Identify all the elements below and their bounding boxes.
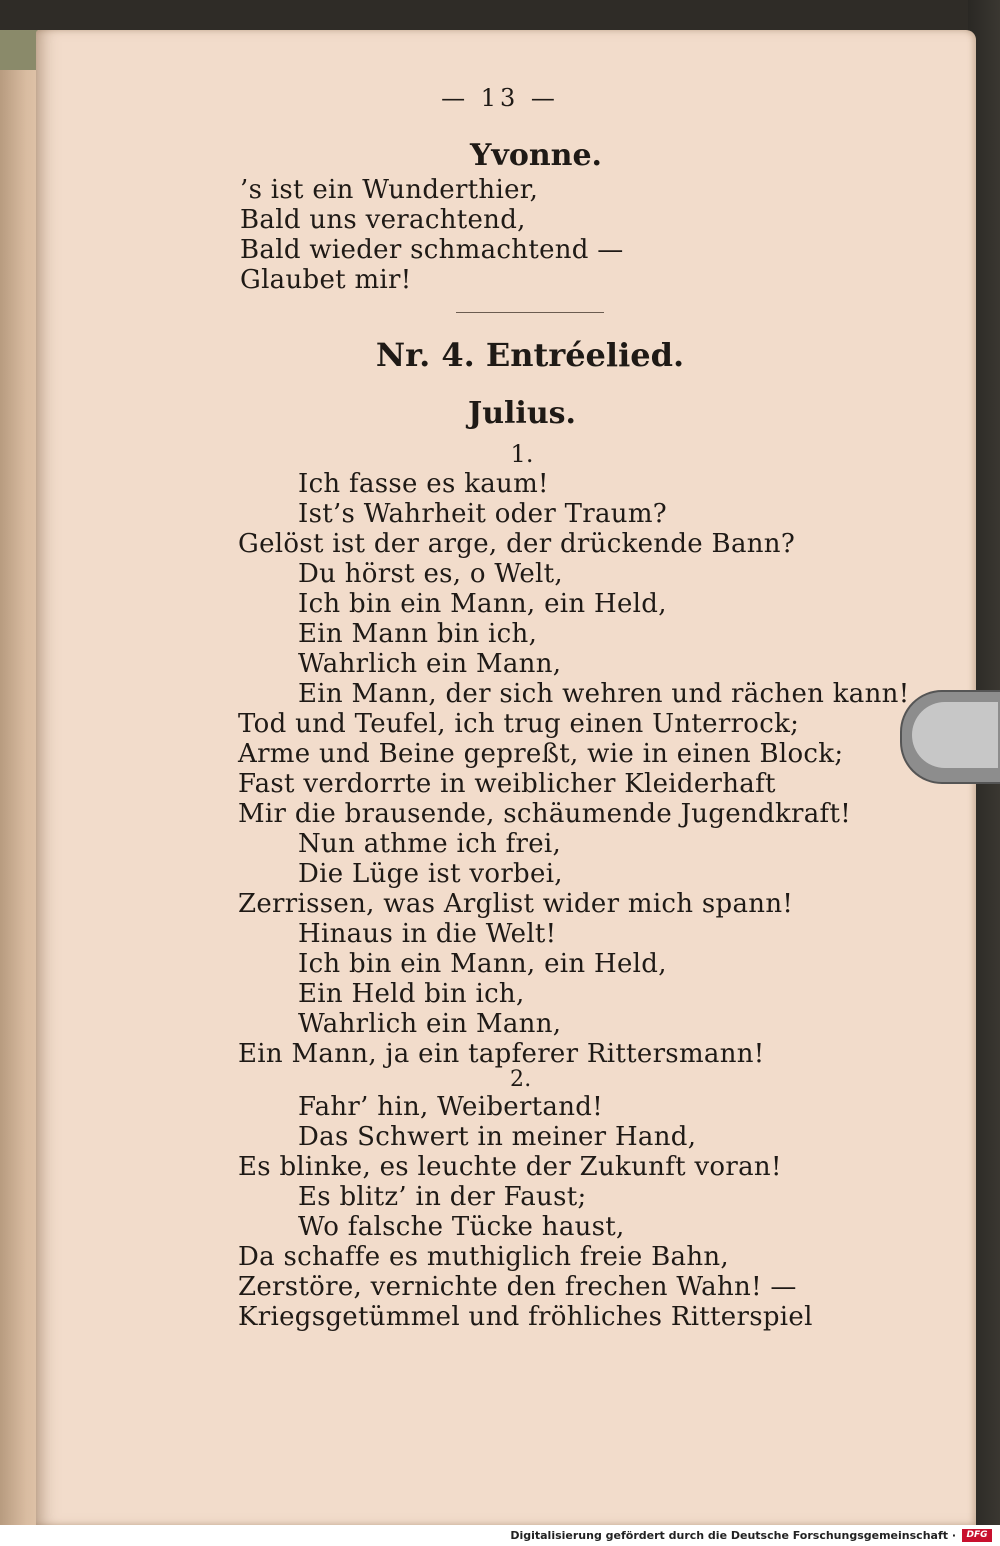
text-line: Ich fasse es kaum! (298, 469, 549, 499)
text-line: Fahr’ hin, Weibertand! (298, 1092, 603, 1122)
text-line: Zerstöre, vernichte den frechen Wahn! — (238, 1272, 797, 1302)
text-line: Das Schwert in meiner Hand, (298, 1122, 697, 1152)
section-divider (456, 312, 604, 313)
text-line: Ein Mann, der sich wehren und rächen kann! (298, 679, 910, 709)
text-line: Arme und Beine gepreßt, wie in einen Block; (238, 739, 844, 769)
text-line: Die Lüge ist vorbei, (298, 859, 563, 889)
text-line: Mir die brausende, schäumende Jugendkraft! (238, 799, 851, 829)
text-line: Fast verdorrte in weiblicher Kleiderhaft (238, 769, 776, 799)
text-line: Ein Mann, ja ein tapferer Rittersmann! (238, 1039, 765, 1069)
text-line: Da schaffe es muthiglich freie Bahn, (238, 1242, 729, 1272)
page-text (36, 30, 976, 1525)
text-line: Tod und Teufel, ich trug einen Unterrock; (238, 709, 800, 739)
page-clip (900, 690, 1000, 784)
text-line: Ein Mann bin ich, (298, 619, 538, 649)
text-line: Ein Held bin ich, (298, 979, 525, 1009)
footer-credit: Digitalisierung gefördert durch die Deutsche Forschungsgemeinschaft · (510, 1529, 956, 1542)
text-line: Ich bin ein Mann, ein Held, (298, 949, 667, 979)
book-page (36, 30, 976, 1525)
page-clip-inner (912, 702, 998, 768)
text-line: Zerrissen, was Arglist wider mich spann! (238, 889, 794, 919)
text-line: Bald wieder schmachtend — (240, 235, 624, 265)
dfg-logo: DFG (962, 1529, 992, 1542)
speaker-julius: Julius. (468, 396, 576, 431)
text-line: ’s ist ein Wunderthier, (240, 175, 539, 205)
text-line: Wo falsche Tücke haust, (298, 1212, 625, 1242)
text-line: Gelöst ist der arge, der drückende Bann? (238, 529, 796, 559)
text-line: Hinaus in die Welt! (298, 919, 557, 949)
footer-bar (0, 1525, 1000, 1546)
speaker-yvonne: Yvonne. (469, 138, 602, 173)
text-line: Wahrlich ein Mann, (298, 1009, 562, 1039)
text-line: Wahrlich ein Mann, (298, 649, 562, 679)
verse-number: 1. (510, 440, 534, 468)
text-line: Nun athme ich frei, (298, 829, 562, 859)
text-line: Ich bin ein Mann, ein Held, (298, 589, 667, 619)
text-line: Es blinke, es leuchte der Zukunft voran! (238, 1152, 782, 1182)
text-line: Es blitz’ in der Faust; (298, 1182, 587, 1212)
text-line: Du hörst es, o Welt, (298, 559, 563, 589)
cover-edge (0, 30, 38, 70)
text-line: Kriegsgetümmel und fröhliches Ritterspiel (238, 1302, 813, 1332)
verse-number: 2. (510, 1067, 532, 1092)
text-line: Ist’s Wahrheit oder Traum? (298, 499, 668, 529)
section-title: Nr. 4. Entréelied. (375, 336, 685, 374)
page-number: — 13 — (441, 84, 559, 112)
text-line: Glaubet mir! (240, 265, 412, 295)
text-line: Bald uns verachtend, (240, 205, 526, 235)
